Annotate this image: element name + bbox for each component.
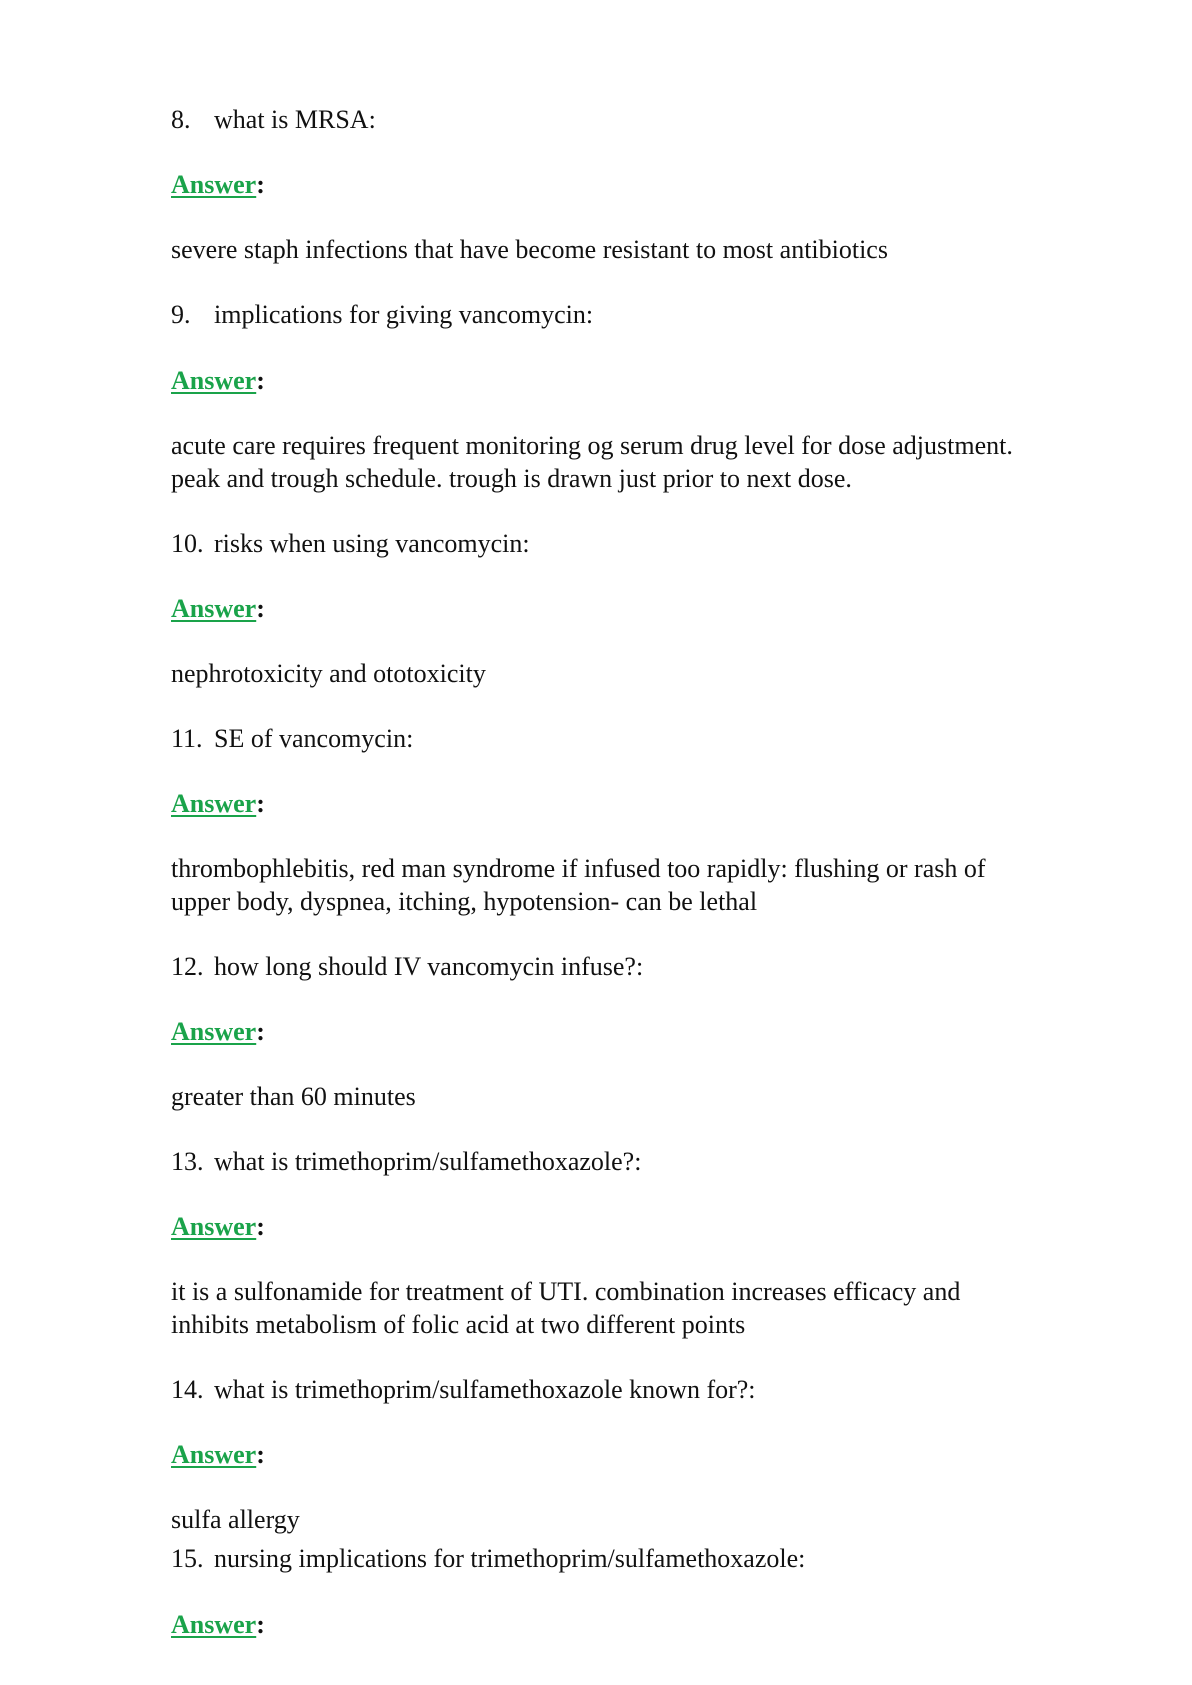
answer-line: severe staph infections that have become resistant to most antibiotics	[171, 235, 888, 264]
question-11	[171, 722, 413, 755]
question-15	[171, 1542, 805, 1575]
question-number: 12.	[171, 952, 204, 981]
answer-label	[171, 1608, 265, 1641]
answer-colon: :	[256, 1610, 265, 1639]
question-14	[171, 1373, 756, 1406]
answer-label	[171, 592, 265, 625]
answer-line: nephrotoxicity and ototoxicity	[171, 659, 486, 688]
answer-word: Answer	[171, 1017, 257, 1046]
question-text: nursing implications for trimethoprim/sulfamethoxazole:	[214, 1544, 806, 1573]
question-number: 8.	[171, 105, 191, 134]
answer-word: Answer	[171, 366, 257, 395]
answer-word: Answer	[171, 1610, 257, 1639]
answer-line: it is a sulfonamide for treatment of UTI. combination increases efficacy and	[171, 1277, 961, 1306]
question-number: 9.	[171, 300, 191, 329]
question-text: SE of vancomycin:	[214, 724, 414, 753]
answer-line: upper body, dyspnea, itching, hypotension- can be lethal	[171, 887, 758, 916]
answer-colon: :	[256, 1017, 265, 1046]
question-text: what is trimethoprim/sulfamethoxazole?:	[214, 1147, 642, 1176]
answer-label	[171, 1015, 265, 1048]
question-8	[171, 103, 376, 136]
question-text: what is MRSA:	[214, 105, 376, 134]
question-13	[171, 1145, 641, 1178]
answer-word: Answer	[171, 170, 257, 199]
answer-word: Answer	[171, 594, 257, 623]
answer-word: Answer	[171, 1212, 257, 1241]
answer-label	[171, 364, 265, 397]
answer-colon: :	[256, 1212, 265, 1241]
question-number: 11.	[171, 724, 203, 753]
answer-line: sulfa allergy	[171, 1505, 300, 1534]
question-number: 14.	[171, 1375, 204, 1404]
answer-colon: :	[256, 789, 265, 818]
question-12	[171, 950, 643, 983]
question-text: risks when using vancomycin:	[214, 529, 530, 558]
question-text: implications for giving vancomycin:	[214, 300, 594, 329]
answer-label	[171, 787, 265, 820]
question-9	[171, 298, 593, 331]
question-number: 13.	[171, 1147, 204, 1176]
answer-line: greater than 60 minutes	[171, 1082, 416, 1111]
answer-word: Answer	[171, 1440, 257, 1469]
question-text: what is trimethoprim/sulfamethoxazole known for?:	[214, 1375, 756, 1404]
answer-label	[171, 168, 265, 201]
question-10	[171, 527, 530, 560]
answer-line: inhibits metabolism of folic acid at two different points	[171, 1310, 746, 1339]
answer-colon: :	[256, 1440, 265, 1469]
answer-label	[171, 1438, 265, 1471]
answer-line: peak and trough schedule. trough is drawn just prior to next dose.	[171, 464, 852, 493]
answer-colon: :	[256, 594, 265, 623]
answer-label	[171, 1210, 265, 1243]
question-text: how long should IV vancomycin infuse?:	[214, 952, 644, 981]
answer-colon: :	[256, 170, 265, 199]
answer-line: acute care requires frequent monitoring og serum drug level for dose adjustment.	[171, 431, 1013, 460]
answer-colon: :	[256, 366, 265, 395]
question-number: 15.	[171, 1544, 204, 1573]
answer-word: Answer	[171, 789, 257, 818]
answer-line: thrombophlebitis, red man syndrome if infused too rapidly: flushing or rash of	[171, 854, 986, 883]
question-number: 10.	[171, 529, 204, 558]
